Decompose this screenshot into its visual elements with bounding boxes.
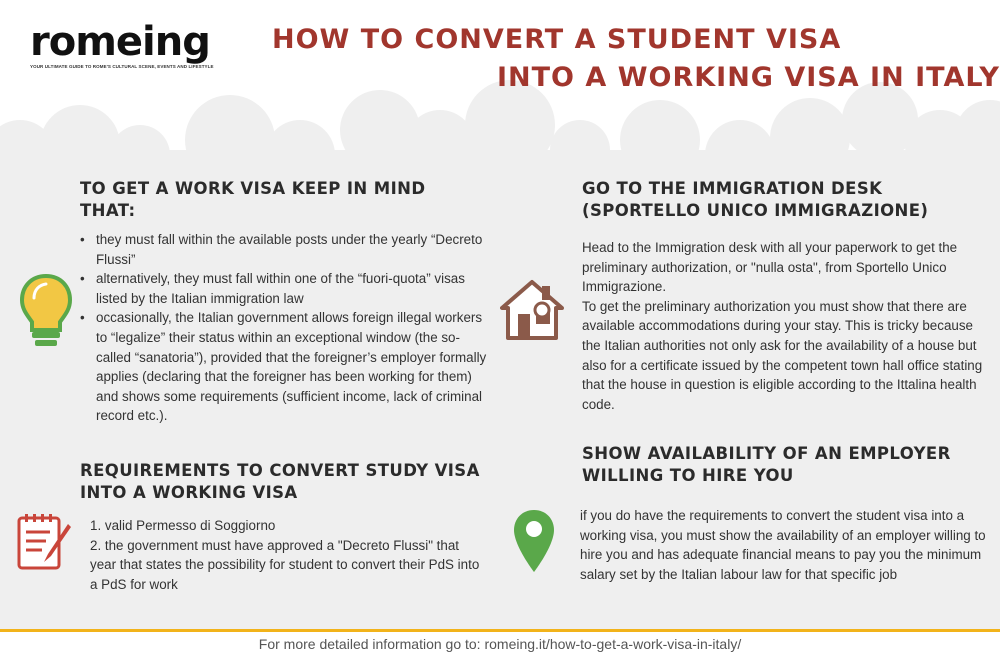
employer-heading xyxy=(582,443,982,487)
immigration-desk-text xyxy=(582,238,992,414)
heading-line: TO GET A WORK VISA KEEP IN MIND xyxy=(80,179,426,198)
page-title-line2: INTO A WORKING VISA IN ITALY xyxy=(497,62,1000,93)
bullet-item: • alternatively, they must fall within one of the “fuori-quota” visas listed by the Italian immigration law xyxy=(78,269,488,308)
work-visa-heading xyxy=(80,178,480,222)
footer-divider xyxy=(0,629,1000,632)
heading-line: (SPORTELLO UNICO IMMIGRAZIONE) xyxy=(582,201,929,220)
paragraph: To get the preliminary authorization you must show that there are available accommodations during your stay. This is tricky because the Italian authorities not only ask for the availability of a house but also for a certificate issued by the competent town hall office stating that the house in question is eligible according to the Ittalina health code. xyxy=(582,298,983,412)
requirements-heading xyxy=(80,460,500,504)
requirements-list xyxy=(90,516,480,594)
page-title-line1: HOW TO CONVERT A STUDENT VISA xyxy=(272,24,842,55)
bullet-item: • occasionally, the Italian government allows foreign illegal workers to “legalize” their status within an exceptional window (the so-called “sanatoria”), provided that the foreigner’s employer formally applies (declaring that the foreigner has been working for them) and shows some requirements (sufficient income, lack of criminal record etc.). xyxy=(78,308,488,426)
heading-line: GO TO THE IMMIGRATION DESK xyxy=(582,179,883,198)
employer-text: if you do have the requirements to convert the student visa into a working visa, you must show the availability of an employer willing to hire you and has adequate financial means to pay you the minimum salary set by the Italian labour law for that specific job xyxy=(580,508,986,582)
heading-line: WILLING TO HIRE YOU xyxy=(582,466,794,485)
heading-line: SHOW AVAILABILITY OF AN EMPLOYER xyxy=(582,444,951,463)
logo-text: romeing xyxy=(30,19,210,65)
heading-line: THAT: xyxy=(80,201,136,220)
paragraph: Head to the Immigration desk with all your paperwork to get the preliminary authorization, or "nulla osta", from Sportello Unico Immigrazione. xyxy=(582,240,958,295)
logo-tagline: YOUR ULTIMATE GUIDE TO ROME'S CULTURAL SCENE, EVENTS AND LIFESTYLE xyxy=(30,64,214,69)
requirement-item: 2. the government must have approved a "Decreto Flussi" that year that states the possibility for student to convert their PdS into a PdS for work xyxy=(90,537,480,592)
requirement-item: 1. valid Permesso di Soggiorno xyxy=(90,518,276,533)
heading-line: REQUIREMENTS TO CONVERT STUDY VISA xyxy=(80,461,480,480)
house-icon xyxy=(500,278,564,342)
heading-line: INTO A WORKING VISA xyxy=(80,483,298,502)
checklist-icon xyxy=(16,512,74,572)
bullet-item: • they must fall within the available posts under the yearly “Decreto Flussi” xyxy=(78,230,488,269)
footer-link-text[interactable]: For more detailed information go to: romeing.it/how-to-get-a-work-visa-in-italy/ xyxy=(258,636,742,652)
romeing-logo[interactable] xyxy=(30,19,240,82)
lightbulb-icon xyxy=(18,272,74,352)
work-visa-bullets xyxy=(78,230,488,426)
location-pin-icon xyxy=(512,508,556,574)
immigration-desk-heading xyxy=(582,178,982,222)
